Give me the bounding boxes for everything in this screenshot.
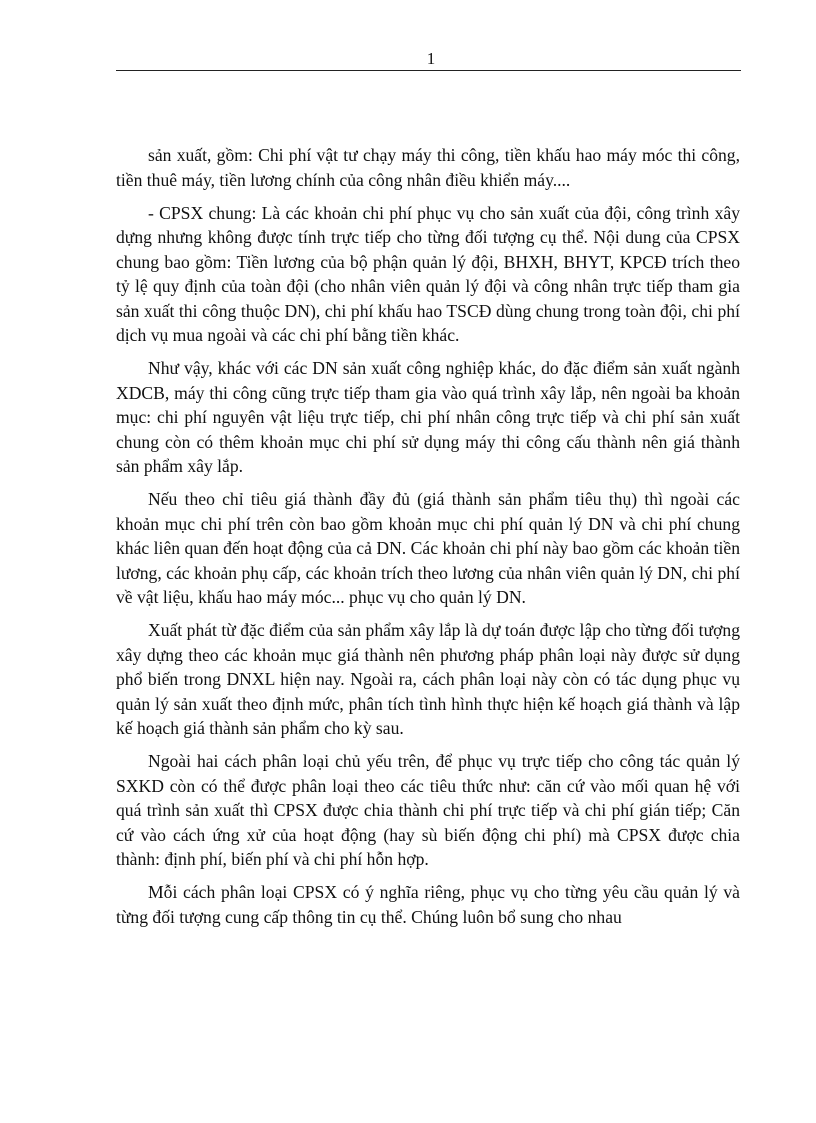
paragraph-other-classifications: Ngoài hai cách phân loại chủ yếu trên, để phục vụ trực tiếp cho công tác quản lý SXKD còn có thể được phân loại theo các tiêu thức như: căn cứ vào mối quan hệ với quá trình sản xuất thì CPSX được chia thành chi phí trực tiếp và chi phí gián tiếp; Căn cứ vào cách ứng xử của hoạt động (hay sù biến động chi phí) mà CPSX được chia thành: định phí, biến phí và chi phí hỗn hợp. [116,751,740,869]
header-rule [116,70,741,71]
paragraph-machine-costs: sản xuất, gồm: Chi phí vật tư chạy máy thi công, tiền khấu hao máy móc thi công, tiền thuê máy, tiền lương chính của công nhân điều khiển máy.... [116,145,740,190]
paragraph-full-cost-indicator: Nếu theo chỉ tiêu giá thành đầy đủ (giá thành sản phẩm tiêu thụ) thì ngoài các khoản mục chi phí trên còn bao gồm khoản mục chi phí quản lý DN và chi phí chung khác liên quan đến hoạt động của cả DN. Các khoản chi phí này bao gồm các khoản tiền lương, các khoản phụ cấp, các khoản trích theo lương của nhân viên quản lý DN, chi phí về vật liệu, khấu hao máy móc... phục vụ cho quản lý DN. [116,489,740,607]
paragraph-construction-cost-items: Như vậy, khác với các DN sản xuất công nghiệp khác, do đặc điểm sản xuất ngành XDCB, máy thi công cũng trực tiếp tham gia vào quá trình xây lắp, nên ngoài ba khoản mục: chi phí nguyên vật liệu trực tiếp, chi phí nhân công trực tiếp và chi phí sản xuất chung còn có thêm khoản mục chi phí sử dụng máy thi công cấu thành nên giá thành sản phẩm xây lắp. [116,358,740,476]
document-body [116,143,740,929]
paragraph-classification-purpose: Xuất phát từ đặc điểm của sản phẩm xây lắp là dự toán được lập cho từng đối tượng xây dựng theo các khoản mục giá thành nên phương pháp phân loại này được sử dụng phổ biến trong DNXL hiện nay. Ngoài ra, cách phân loại này còn có tác dụng phục vụ quản lý sản xuất theo định mức, phân tích tình hình thực hiện kế hoạch giá thành và lập kế hoạch giá thành sản phẩm cho kỳ sau. [116,620,740,738]
paragraph-general-production-costs: - CPSX chung: Là các khoản chi phí phục vụ cho sản xuất của đội, công trình xây dựng nhưng không được tính trực tiếp cho từng đối tượng cụ thể. Nội dung của CPSX chung bao gồm: Tiền lương của bộ phận quản lý đội, BHXH, BHYT, KPCĐ trích theo tỷ lệ quy định của toàn đội (cho nhân viên quản lý đội và công nhân trực tiếp tham gia sản xuất thi công thuộc DN), chi phí khấu hao TSCĐ dùng chung trong toàn đội, chi phí dịch vụ mua ngoài và các chi phí bằng tiền khác. [116,202,740,345]
paragraph-classification-meaning: Mỗi cách phân loại CPSX có ý nghĩa riêng, phục vụ cho từng yêu cầu quản lý và từng đối tượng cung cấp thông tin cụ thể. Chúng luôn bổ sung cho nhau [116,882,740,927]
page-number: 1 [426,49,436,68]
